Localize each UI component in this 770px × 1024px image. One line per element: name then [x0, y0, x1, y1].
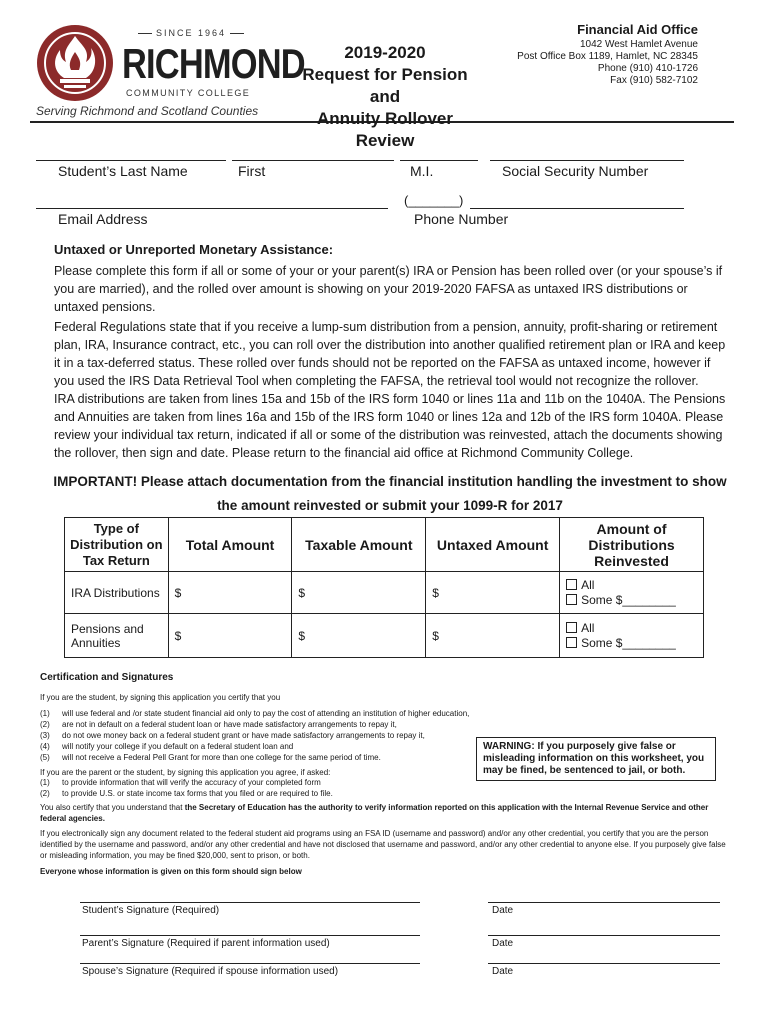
office-line-4: Fax (910) 582-7102	[610, 75, 698, 86]
ssn-label: Social Security Number	[502, 163, 649, 179]
untaxed-amount-input[interactable]: $	[426, 614, 560, 658]
electronic-sign-statement: If you electronically sign any document related to the federal student aid programs using an FSA ID (username and password) and/or any other credential, you certify that you are the person identified by the username and password, and/or any other credential and have not disclosed that username and password, and/or any other credential to anyone else. If you purposely give false or misleading information, you may be fined $20,000, sent to prison, or both.	[40, 829, 726, 860]
student-date-field[interactable]	[488, 902, 720, 903]
parent-cert-intro: If you are the parent or the student, by signing this application you agree, if asked:	[40, 768, 331, 777]
paragraph-2: Federal Regulations state that if you receive a lump-sum distribution from a pension, annuity, profit-sharing or retirement plan, IRA, Insurance contract, etc., you can roll over the distribution into another qualified retirement plan or IRA and keep it in a tax-deferred status. These rolled over funds should not be reported on the FAFSA as untaxed income, however if you used the IRS Data Retrieval Tool when completing the FAFSA, the retrieval tool would not recognize the rollover.	[54, 320, 726, 388]
paragraph-1: Please complete this form if all or some of your or your parent(s) IRA or Pension has been rolled over (or your spouse’s if you are married), and the rolled over amount is showing on your 2019-2020 FAFSA as untaxed IRS distributions or untaxed pensions.	[54, 264, 723, 314]
important-notice	[40, 470, 740, 518]
checkbox-icon	[566, 622, 577, 633]
student-signature-label: Student’s Signature (Required)	[82, 905, 220, 916]
checkbox-icon	[566, 594, 577, 605]
logo-subtitle: COMMUNITY COLLEGE	[126, 88, 251, 98]
phone-area-code: (_______)	[404, 193, 464, 208]
important-line-1: IMPORTANT! Please attach documentation from the financial institution handling the investment to show	[53, 474, 727, 489]
parent-cert-list	[40, 777, 460, 799]
spouse-signature-label: Spouse’s Signature (Required if spouse information used)	[82, 966, 339, 977]
table-row	[65, 614, 704, 658]
distribution-table	[64, 517, 704, 658]
list-item: (1) to provide information that will verify the accuracy of your completed form	[40, 778, 321, 787]
total-amount-input[interactable]: $	[168, 614, 292, 658]
col-type: Type of Distribution on Tax Return	[65, 518, 169, 572]
list-item: (2) to provide U.S. or state income tax forms that you filed or are required to file.	[40, 789, 333, 798]
checkbox-icon	[566, 637, 577, 648]
parent-signature-label: Parent’s Signature (Required if parent information used)	[82, 938, 330, 949]
office-line-3: Phone (910) 410-1726	[597, 63, 698, 74]
section-heading: Untaxed or Unreported Monetary Assistance:	[54, 242, 334, 257]
all-checkbox[interactable]	[566, 621, 697, 636]
certification-heading: Certification and Signatures	[40, 672, 174, 683]
list-item: (4) will notify your college if you default on a federal student loan and	[40, 742, 294, 751]
warning-box: WARNING: If you purposely give false or misleading information on this worksheet, you may be fined, be sentenced to jail, or both.	[476, 737, 716, 781]
serving-tagline: Serving Richmond and Scotland Counties	[36, 104, 259, 118]
office-name: Financial Aid Office	[577, 22, 698, 37]
parent-signature-field[interactable]	[80, 935, 420, 936]
some-checkbox[interactable]	[566, 593, 697, 608]
list-item: (3) do not owe money back on a federal student grant or have made satisfactory arrangements to repay it,	[40, 731, 425, 740]
title-year: 2019-2020	[344, 43, 426, 62]
col-untaxed: Untaxed Amount	[426, 518, 560, 572]
title-line-3: Annuity Rollover Review	[316, 109, 453, 150]
all-label: All	[581, 620, 595, 635]
flame-gear-logo-icon	[34, 22, 116, 104]
reinvested-cell	[560, 572, 704, 614]
mi-label: M.I.	[410, 163, 434, 179]
important-line-2: the amount reinvested or submit your 1099-R for 2017	[217, 498, 563, 513]
email-field[interactable]	[36, 208, 388, 209]
student-date-label: Date	[492, 905, 514, 916]
some-label: Some $________	[581, 635, 676, 650]
table-header-row	[65, 518, 704, 572]
paragraph-3: IRA distributions are taken from lines 15a and 15b of the IRS form 1040 or lines 11a and 11b on the 1040A. The Pensions and Annuities are taken from lines 16a and 15b of the IRS form 1040 or lines 12a and 12b of the IRS form 1040A. Please review your individual tax return, indicated if all or some of the distribution was reinvested, attach the documents showing the rollover, then sign and date. Please return to the financial aid office at Richmond Community College.	[54, 392, 726, 460]
student-cert-intro: If you are the student, by signing this application you certify that you	[40, 693, 281, 702]
all-checkbox[interactable]	[566, 578, 697, 593]
mi-field[interactable]	[400, 160, 478, 161]
spouse-date-field[interactable]	[488, 963, 720, 964]
all-label: All	[581, 577, 595, 592]
col-total: Total Amount	[168, 518, 292, 572]
phone-label: Phone Number	[414, 211, 509, 227]
office-line-2: Post Office Box 1189, Hamlet, NC 28345	[517, 51, 698, 62]
first-name-label: First	[238, 163, 266, 179]
last-name-field[interactable]	[36, 160, 226, 161]
taxable-amount-input[interactable]: $	[292, 614, 426, 658]
spouse-signature-field[interactable]	[80, 963, 420, 964]
spouse-date-label: Date	[492, 966, 514, 977]
phone-field[interactable]	[470, 208, 684, 209]
college-logo	[30, 22, 305, 102]
untaxed-amount-input[interactable]: $	[426, 572, 560, 614]
office-address	[517, 24, 698, 87]
title-line-2: Request for Pension and	[302, 65, 468, 106]
list-item: (2) are not in default on a federal student loan or have made satisfactory arrangements to repay it,	[40, 720, 397, 729]
reinvested-cell	[560, 614, 704, 658]
email-label: Email Address	[58, 211, 148, 227]
table-row	[65, 572, 704, 614]
parent-date-label: Date	[492, 938, 514, 949]
some-label: Some $________	[581, 592, 676, 607]
logo-since: SINCE 1964	[134, 28, 248, 38]
col-reinvested: Amount of Distributions Reinvested	[560, 518, 704, 572]
last-name-label: Student’s Last Name	[58, 163, 188, 179]
taxable-amount-input[interactable]: $	[292, 572, 426, 614]
sign-below-instruction: Everyone whose information is given on this form should sign below	[40, 867, 302, 876]
first-name-field[interactable]	[232, 160, 394, 161]
row-type: IRA Distributions	[65, 572, 169, 614]
col-taxable: Taxable Amount	[292, 518, 426, 572]
student-cert-list	[40, 708, 510, 763]
total-amount-input[interactable]: $	[168, 572, 292, 614]
checkbox-icon	[566, 579, 577, 590]
student-signature-field[interactable]	[80, 902, 420, 903]
row-type: Pensions and Annuities	[65, 614, 169, 658]
parent-date-field[interactable]	[488, 935, 720, 936]
form-title	[295, 42, 475, 152]
logo-name: RICHMOND	[122, 40, 305, 87]
ssn-field[interactable]	[490, 160, 684, 161]
office-line-1: 1042 West Hamlet Avenue	[579, 39, 698, 50]
list-item: (5) will not receive a Federal Pell Grant for more than one college for the same period of time.	[40, 753, 381, 762]
authority-statement: You also certify that you understand that the Secretary of Education has the authority to verify information reported on this application with the Internal Revenue Service and other federal agencies.	[40, 803, 709, 823]
list-item: (1) will use federal and /or state student financial aid only to pay the cost of attending an institution of higher education,	[40, 709, 470, 718]
some-checkbox[interactable]	[566, 636, 697, 651]
